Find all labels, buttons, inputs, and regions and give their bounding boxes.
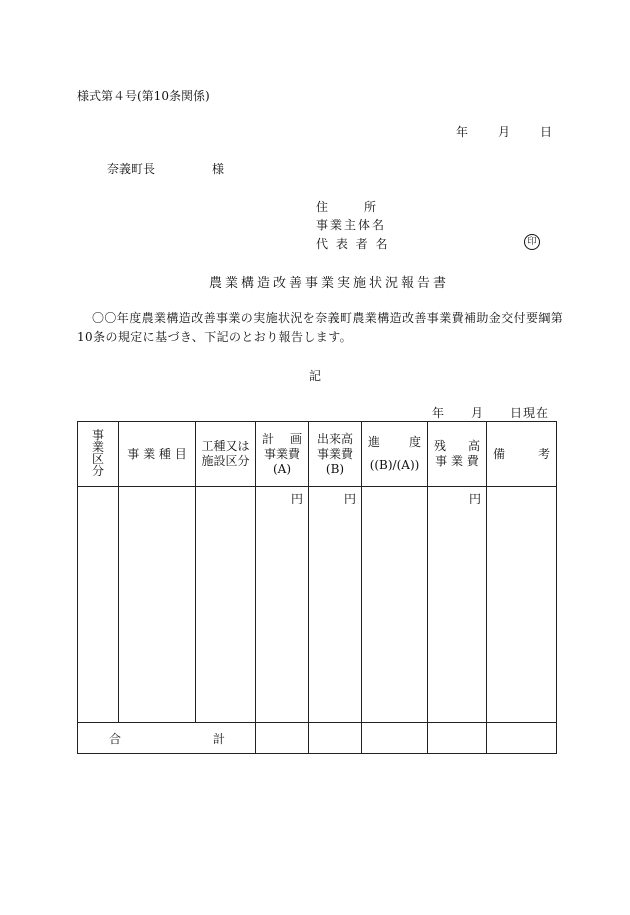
col-jigyo-shumoku: 事 業 種 目	[119, 422, 196, 487]
col-keikaku-jigyohi: 計 画 事業費 (A)	[256, 422, 309, 487]
yen-unit: 円	[290, 492, 303, 506]
form-number: 様式第４号(第10条関係)	[77, 89, 210, 103]
cell-keikaku-jigyohi[interactable]	[256, 487, 309, 723]
seal-mark: 印	[524, 234, 540, 250]
col-jigyo-kubun: 事業区分	[78, 422, 119, 487]
total-biko[interactable]	[487, 723, 557, 754]
col-koshu-shisetsu: 工種又は 施設区分	[196, 422, 256, 487]
date-line: 年 月 日	[456, 125, 555, 139]
cell-zandaka-jigyohi[interactable]	[428, 487, 487, 723]
col-dekidaka-jigyohi: 出来高 事業費 (B)	[309, 422, 362, 487]
report-table	[77, 421, 557, 754]
addressee-honorific: 様	[212, 162, 225, 176]
cell-jigyo-kubun[interactable]	[78, 487, 119, 723]
entry-row	[78, 487, 557, 723]
body-line-1: 〇〇年度農業構造改善事業の実施状況を奈義町農業構造改善事業費補助金交付要綱第	[92, 311, 564, 325]
cell-koshu-shisetsu[interactable]	[196, 487, 256, 723]
entity-label: 事業主体名	[316, 218, 387, 232]
total-row	[78, 723, 557, 754]
body-line-2: 10条の規定に基づき、下記のとおり報告します。	[77, 330, 353, 344]
cell-jigyo-shumoku[interactable]	[119, 487, 196, 723]
col-shindo: 進 度 ((B)/(A))	[362, 422, 428, 487]
col-biko: 備 考	[487, 422, 557, 487]
total-label: 合 計	[78, 723, 256, 754]
total-shindo[interactable]	[362, 723, 428, 754]
total-keikaku[interactable]	[256, 723, 309, 754]
yen-unit: 円	[343, 492, 356, 506]
col-zandaka-jigyohi: 残 高 事 業 費	[428, 422, 487, 487]
cell-shindo[interactable]	[362, 487, 428, 723]
address-label: 住 所	[316, 200, 377, 214]
header-row	[78, 422, 557, 487]
total-zandaka[interactable]	[428, 723, 487, 754]
addressee-name: 奈義町長	[107, 162, 156, 176]
as-of-date: 年 月 日現在	[432, 406, 550, 420]
cell-biko[interactable]	[487, 487, 557, 723]
document-title: 農業構造改善事業実施状況報告書	[209, 276, 450, 291]
total-dekidaka[interactable]	[309, 723, 362, 754]
cell-dekidaka-jigyohi[interactable]	[309, 487, 362, 723]
representative-label: 代 表 者 名	[316, 237, 390, 251]
yen-unit: 円	[468, 492, 481, 506]
ki-heading: 記	[309, 369, 322, 383]
